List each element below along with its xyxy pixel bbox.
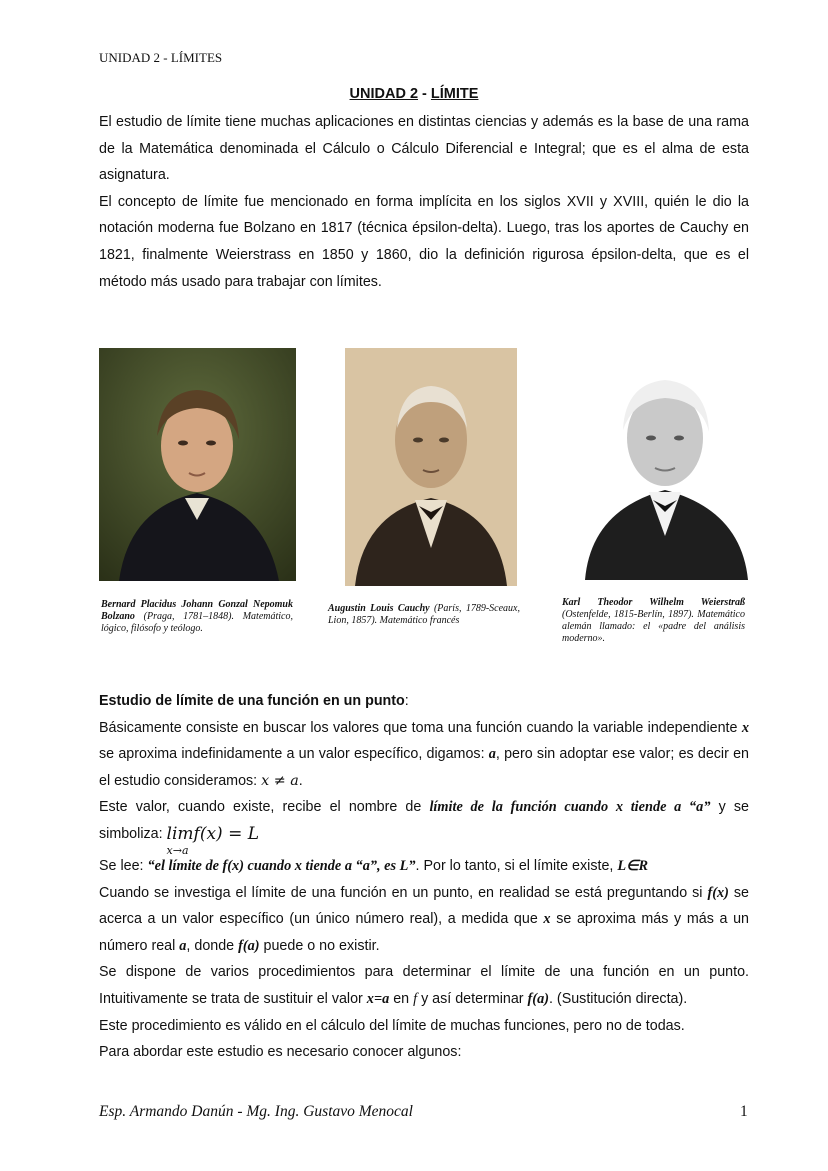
cauchy-portrait (345, 348, 517, 586)
intro-paragraph-1: El estudio de límite tiene muchas aplicaciones en distintas ciencias y además es la base de una rama de la Matemática denominada el Cálculo o Cálculo Diferencial e Integral; que es el alma de esta asignatura. (99, 114, 749, 184)
cauchy-detail: (París, 1789-Sceaux, Lion, 1857). Matemático francés (328, 603, 520, 626)
title-topic: LÍMITE (430, 86, 479, 102)
section-paragraph-5: Este procedimiento es válido en el cálculo del límite de muchas funciones, pero no de todas. (99, 1017, 685, 1034)
section-paragraph-4: Se dispone de varios procedimientos para determinar el límite de una función en un punto. Intuitivamente se trata de sustituir el valor x=a en f y así determinar f(a). (Sustitución directa). (99, 964, 749, 1007)
weierstrass-name: Karl Theodor Wilhelm Weierstraß (562, 597, 745, 608)
intro-paragraph-2: El concepto de límite fue mencionado en forma implícita en los siglos XVII y XVIII, quién le dio la notación moderna fue Bolzano en 1817 (técnica épsilon-delta). Luego, tras los aportes de Cauchy en 1821, finalmente Weierstrass en 1850 y 1860, dio la definición rigurosa épsilon-delta, que es el método más usado para trabajar con límites. (99, 193, 749, 290)
section-heading: Estudio de límite de una función en un punto: (99, 693, 409, 709)
title-unit: UNIDAD 2 (349, 86, 419, 102)
bolzano-caption (101, 599, 293, 635)
footer-authors: Esp. Armando Danún - Mg. Ing. Gustavo Menocal (99, 1103, 413, 1120)
bolzano-detail: (Praga, 1781–1848). Matemático, lógico, filósofo y teólogo. (101, 611, 293, 634)
running-header: UNIDAD 2 - LÍMITES (99, 50, 223, 65)
limit-expression: limf(x) = L x→a (166, 823, 260, 857)
cauchy-caption (328, 603, 520, 627)
section-body (99, 688, 749, 1066)
weierstrass-detail: (Ostenfelde, 1815-Berlín, 1897). Matemático alemán llamado: el «padre del análisis moderno». (562, 609, 745, 644)
section-paragraph-6: Para abordar este estudio es necesario conocer algunos: (99, 1044, 462, 1061)
bolzano-portrait (99, 348, 296, 581)
limit-notation-line: simboliza: limf(x) = L x→a (99, 821, 749, 853)
bolzano-name: Bernard Placidus Johann Gonzal Nepomuk Bolzano (101, 599, 293, 622)
intro-text (99, 109, 749, 295)
section-paragraph-reading: Se lee: “el límite de f(x) cuando x tiende a “a”, es L”. Por lo tanto, si el límite existe, L∈R (99, 857, 649, 874)
weierstrass-caption (562, 597, 745, 645)
page-title (0, 86, 828, 102)
cauchy-name: Augustin Louis Cauchy (328, 603, 430, 614)
weierstrass-portrait (585, 350, 748, 580)
section-paragraph-2: Este valor, cuando existe, recibe el nombre de límite de la función cuando x tiende a “a” y se (99, 799, 749, 816)
section-paragraph-1: Básicamente consiste en buscar los valores que toma una función cuando la variable independiente x se aproxima indefinidamente a un valor específico, digamos: a, pero sin adoptar ese valor; es decir en el estudio consideramos: x ≠ a. (99, 719, 749, 789)
title-separator: - (418, 86, 431, 102)
section-paragraph-3: Cuando se investiga el límite de una función en un punto, en realidad se está preguntando si f(x) se acerca a un valor específico (un único número real), a medida que x se aproxima más y más a un número real a, donde f(a) puede o no existir. (99, 884, 749, 954)
page-number: 1 (740, 1103, 748, 1120)
